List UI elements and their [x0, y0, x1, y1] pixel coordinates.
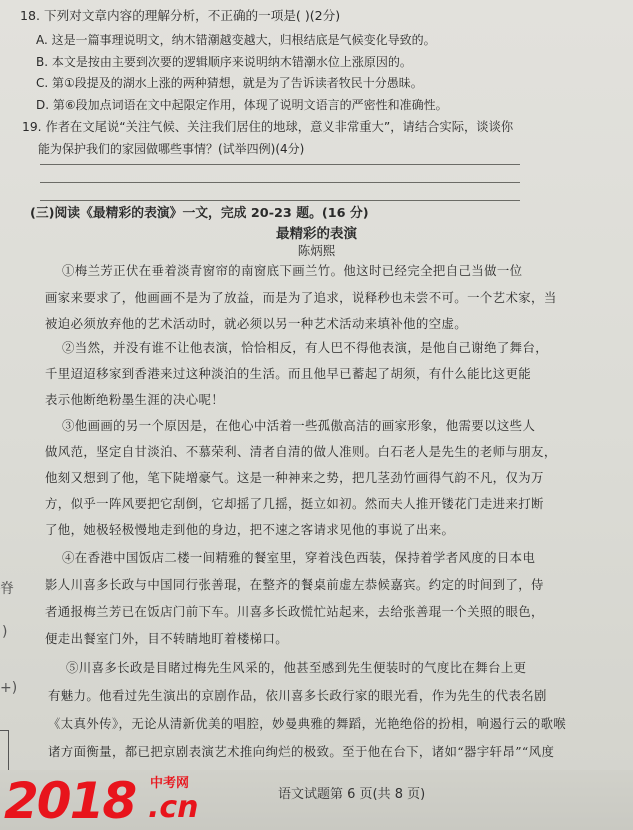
section-heading: (三)阅读《最精彩的表演》一文，完成 20-23 题。(16 分): [30, 206, 369, 221]
answer-line-1: [40, 164, 520, 165]
q19-line1: 19. 作者在文尾说“关注气候、关注我们居住的地球，意义非常重大”，请结合实际，谈谈你: [22, 120, 514, 134]
passage-author: 陈炳熙: [297, 243, 336, 258]
passage-line: 做风范，坚定自甘淡泊、不慕荣利、清者自清的做人准则。白石老人是先生的老师与朋友，: [45, 444, 557, 459]
passage-line: 千里迢迢移家到香港来过这种淡泊的生活。而且他早已蓄起了胡须，有什么能比这更能: [45, 366, 532, 381]
q18-option-d: D. 第⑥段加点词语在文中起限定作用，体现了说明文语言的严密性和准确性。: [36, 98, 448, 112]
passage-line: 《太真外传》，无论从清新优美的唱腔，妙曼典雅的舞蹈，光艳绝俗的扮相，响遏行云的歌喉: [48, 716, 567, 731]
site-logo: 2018: [4, 772, 136, 830]
margin-mark: +): [0, 680, 18, 696]
passage-line: 方，似乎一阵风要把它刮倒，它却摇了几摇，挺立如初。然而夫人推开镂花门走进来打断: [45, 496, 544, 511]
site-logo-domain: .cn: [148, 790, 199, 825]
passage-line: ②当然，并没有谁不让他表演，恰恰相反，有人巴不得他表演，是他自己谢绝了舞台，: [62, 340, 549, 355]
passage-line: 表示他断绝粉墨生涯的决心呢！: [45, 392, 225, 407]
q18-option-c: C. 第①段提及的湖水上涨的两种猜想，就是为了告诉读者牧民十分愚昧。: [36, 76, 423, 90]
q18-option-b: B. 本文是按由主要到次要的逻辑顺序来说明纳木错潮水位上涨原因的。: [36, 55, 412, 69]
answer-line-2: [40, 182, 520, 183]
passage-line: 了他，她极轻极慢地走到他的身边，把不速之客请求见他的事说了出来。: [45, 522, 455, 537]
margin-mark: ): [2, 624, 8, 640]
passage-line: 他刻又想到了他，笔下陡增豪气。这是一种神来之势，把几茎劲竹画得气韵不凡，仅为万: [45, 470, 544, 485]
q19-line2: 能为保护我们的家园做哪些事情？(试举四例)(4分): [38, 142, 305, 156]
margin-mark: 脊: [0, 581, 14, 597]
passage-title: 最精彩的表演: [276, 226, 357, 242]
q18-option-a: A. 这是一篇事理说明文，纳木错潮越变越大，归根结底是气候变化导致的。: [36, 33, 436, 47]
passage-line: ⑤川喜多长政是目睹过梅先生风采的，他甚至感到先生便装时的气度比在舞台上更: [66, 660, 527, 675]
passage-line: ③他画画的另一个原因是，在他心中活着一些孤傲高洁的画家形象，他需要以这些人: [62, 418, 536, 433]
site-logo-sub: 中考网: [150, 776, 190, 791]
passage-line: 有魅力。他看过先生演出的京剧作品，依川喜多长政行家的眼光看，作为先生的代表名剧: [48, 688, 547, 703]
passage-line: 被迫必须放弃他的艺术活动时，就必须以另一种艺术活动来填补他的空虚。: [45, 316, 468, 331]
answer-line-3: [40, 200, 520, 201]
q18-stem: 18. 下列对文章内容的理解分析，不正确的一项是( )(2分): [20, 8, 341, 23]
passage-line: 者通报梅兰芳已在饭店门前下车。川喜多长政慌忙站起来，去给张善琨一个关照的眼色，: [45, 604, 544, 619]
page-number: 语文试题第 6 页(共 8 页): [278, 787, 426, 802]
passage-line: ①梅兰芳正伏在垂着淡青窗帘的南窗底下画兰竹。他这时已经完全把自己当做一位: [62, 263, 523, 278]
margin-box: [0, 730, 9, 772]
passage-line: ④在香港中国饭店二楼一间精雅的餐室里，穿着浅色西装，保持着学者风度的日本电: [62, 550, 536, 565]
passage-line: 诸方面衡量，都已把京剧表演艺术推向绚烂的极致。至于他在台下，诸如“器宇轩昂”“风度: [48, 744, 555, 759]
passage-line: 画家来要求了，他画画不是为了放益，而是为了追求，说释秒也未尝不可。一个艺术家，当: [45, 290, 557, 305]
passage-line: 影人川喜多长政与中国同行张善琨，在整齐的餐桌前虚左恭候嘉宾。约定的时间到了，侍: [45, 577, 544, 592]
passage-line: 便走出餐室门外，目不转睛地盯着楼梯口。: [45, 631, 289, 646]
